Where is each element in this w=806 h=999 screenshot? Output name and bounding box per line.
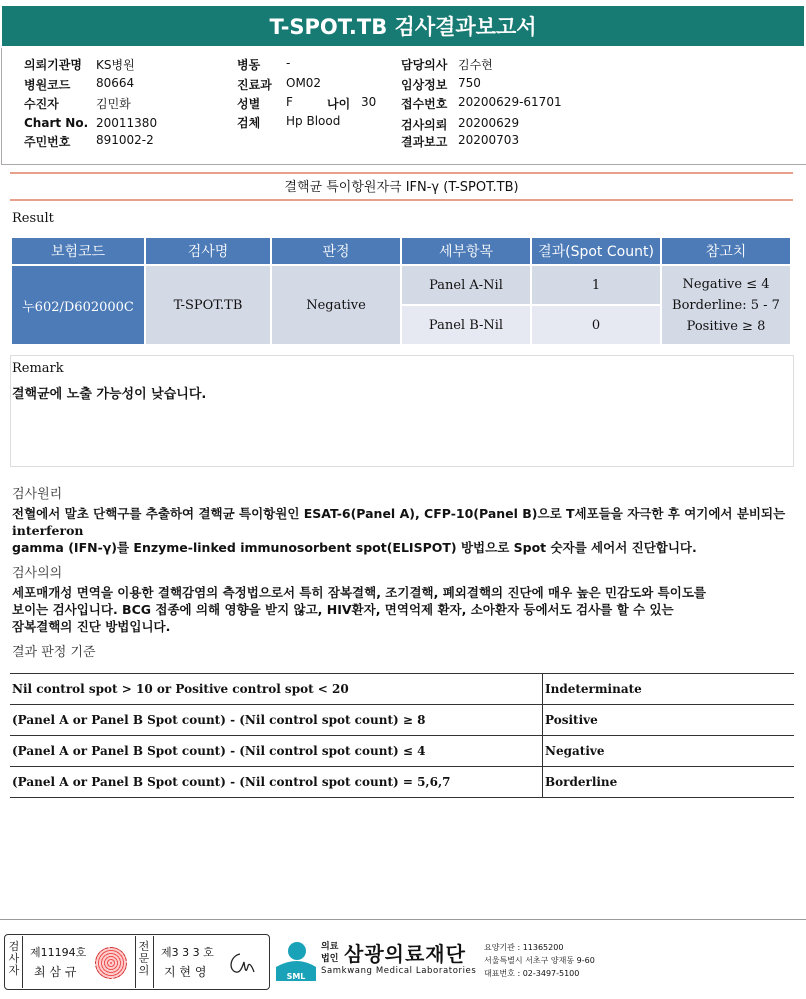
reference-range <box>662 266 790 344</box>
panel-b-label: Panel B-Nil <box>402 306 530 344</box>
label-age: 나이 <box>327 97 351 111</box>
label-specimen: 검체 <box>237 116 261 130</box>
criteria-row <box>10 767 794 798</box>
label-clinical-info: 임상정보 <box>401 78 448 92</box>
inspector-label-char: 사 <box>8 952 20 965</box>
criteria-condition: (Panel A or Panel B Spot count) - (Nil control spot count) ≥ 8 <box>10 705 543 736</box>
header-spot-count: 결과(Spot Count) <box>532 238 660 264</box>
criteria-title: 결과 판정 기준 <box>12 645 96 660</box>
panel-a-value: 1 <box>532 266 660 304</box>
inspector-label-char: 검 <box>8 940 20 953</box>
value-ward: - <box>286 56 291 70</box>
criteria-condition: (Panel A or Panel B Spot count) - (Nil control spot count) ≤ 4 <box>10 736 543 767</box>
seal-stamp <box>95 947 127 979</box>
significance-title: 검사의의 <box>12 566 63 581</box>
judgement: Negative <box>272 266 400 344</box>
value-clinical-info: 750 <box>458 76 481 90</box>
reviewer-label-char: 문 <box>138 952 150 965</box>
header-judgement: 판정 <box>272 238 400 264</box>
panel-a-label: Panel A-Nil <box>402 266 530 304</box>
criteria-result: Borderline <box>543 767 795 798</box>
sig-divider <box>22 936 23 988</box>
value-department: OM02 <box>286 76 322 90</box>
remark-text: 결핵균에 노출 가능성이 낮습니다. <box>12 387 207 402</box>
sml-logo-icon <box>272 937 318 983</box>
corp-type-line: 법인 <box>321 954 339 964</box>
contact-line: 대표번호 : 02-3497-5100 <box>484 969 580 978</box>
value-request-date: 20200629 <box>458 116 520 130</box>
criteria-row <box>10 705 794 736</box>
value-specimen: Hp Blood <box>286 114 341 128</box>
header-detail-item: 세부항목 <box>402 238 530 264</box>
contact-info <box>484 941 595 980</box>
principle-line-3: gamma (IFN-γ)를 Enzyme-linked immunosorbent spot(ELISPOT) 방법으로 Spot 숫자를 세어서 진단합니다. <box>12 540 697 555</box>
value-age: 30 <box>361 95 377 109</box>
test-name: T-SPOT.TB <box>146 266 270 344</box>
label-ward: 병동 <box>237 58 261 72</box>
reference-negative: Negative ≤ 4 <box>682 276 770 292</box>
corp-type <box>321 941 338 965</box>
value-patient: 김민화 <box>96 97 131 111</box>
label-resident-no: 주민번호 <box>24 135 71 149</box>
value-receipt-no: 20200629-61701 <box>458 95 562 109</box>
value-resident-no: 891002-2 <box>96 133 154 147</box>
inspector-label-char: 자 <box>8 964 20 977</box>
reference-borderline: Borderline: 5 - 7 <box>672 297 780 313</box>
inspector-name: 최 삼 규 <box>34 965 77 979</box>
criteria-table <box>10 673 794 798</box>
reviewer-label-char: 의 <box>138 964 150 977</box>
criteria-result: Positive <box>543 705 795 736</box>
signature-icon <box>224 948 260 980</box>
logo-small-text: SML <box>286 972 306 981</box>
org-name: 삼광의료재단 <box>344 942 466 966</box>
label-chart-no: Chart No. <box>24 116 89 130</box>
criteria-result: Negative <box>543 736 795 767</box>
sig-divider <box>135 936 136 988</box>
remark-box <box>10 355 794 467</box>
corp-type-line: 의료 <box>321 942 339 952</box>
label-physician: 담당의사 <box>401 58 448 72</box>
label-report-date: 결과보고 <box>401 135 448 149</box>
label-receipt-no: 접수번호 <box>401 97 448 111</box>
reviewer-vertical-label <box>138 941 150 977</box>
significance-line-2: 보이는 검사입니다. BCG 접종에 의해 영향을 받지 않고, HIV환자, 면역억제 환자, 소아환자 등에서도 검사를 할 수 있는 <box>12 602 674 617</box>
inspector-license: 제11194호 <box>30 946 87 959</box>
criteria-condition: (Panel A or Panel B Spot count) - (Nil control spot count) = 5,6,7 <box>10 767 543 798</box>
insurance-code: 누602/D602000C <box>12 266 144 344</box>
label-sex: 성별 <box>237 97 261 111</box>
significance-line-3: 잠복결핵의 진단 방법입니다. <box>12 619 171 634</box>
reviewer-name: 지 현 영 <box>164 965 207 979</box>
remark-title: Remark <box>12 361 64 376</box>
section-divider-top <box>10 172 793 174</box>
result-row <box>12 266 790 304</box>
header-insurance-code: 보험코드 <box>12 238 144 264</box>
section-divider-bottom <box>10 199 793 201</box>
value-sex: F <box>286 95 293 109</box>
principle-title: 검사원리 <box>12 487 63 502</box>
principle-line-1: 전혈에서 말초 단핵구를 추출하여 결핵균 특이항원인 ESAT-6(Panel A), CFP-10(Panel B)으로 T세포들을 자극한 후 여기에서 분비되는 <box>12 506 786 521</box>
header-test-name: 검사명 <box>146 238 270 264</box>
value-report-date: 20200703 <box>458 133 520 147</box>
result-header-row <box>12 238 790 264</box>
footer-divider <box>0 919 806 920</box>
value-physician: 김수현 <box>458 58 493 72</box>
value-chart-no: 20011380 <box>96 116 158 130</box>
result-table <box>10 236 792 346</box>
contact-line: 서울특별시 서초구 양재동 9-60 <box>484 956 595 965</box>
criteria-result: Indeterminate <box>543 674 795 705</box>
inspector-vertical-label <box>8 941 20 977</box>
value-requesting-org: KS병원 <box>96 58 135 72</box>
value-hospital-code: 80664 <box>96 76 135 90</box>
principle-line-2: interferon <box>12 523 84 538</box>
report-title: T-SPOT.TB 검사결과보고서 <box>2 6 804 46</box>
sig-divider <box>153 936 154 988</box>
section-title: 결핵균 특이항원자극 IFN-γ (T-SPOT.TB) <box>284 180 519 195</box>
result-label: Result <box>12 211 54 226</box>
panel-b-value: 0 <box>532 306 660 344</box>
org-name-en: Samkwang Medical Laboratories <box>321 966 477 976</box>
label-request-date: 검사의뢰 <box>401 118 448 132</box>
criteria-condition: Nil control spot > 10 or Positive control spot < 20 <box>10 674 543 705</box>
reviewer-license: 제3 3 3 호 <box>161 946 214 959</box>
label-patient: 수진자 <box>24 97 59 111</box>
reference-positive: Positive ≥ 8 <box>686 318 766 334</box>
reviewer-label-char: 전 <box>138 940 150 953</box>
header-reference: 참고치 <box>662 238 790 264</box>
label-department: 진료과 <box>237 78 272 92</box>
criteria-row <box>10 674 794 705</box>
criteria-row <box>10 736 794 767</box>
significance-line-1: 세포매개성 면역을 이용한 결핵감염의 측정법으로서 특히 잠복결핵, 조기결핵, 폐외결핵의 진단에 매우 높은 민감도와 특이도를 <box>12 585 706 600</box>
label-requesting-org: 의뢰기관명 <box>24 58 82 72</box>
contact-line: 요양기관 : 11365200 <box>484 943 564 952</box>
label-hospital-code: 병원코드 <box>24 78 71 92</box>
